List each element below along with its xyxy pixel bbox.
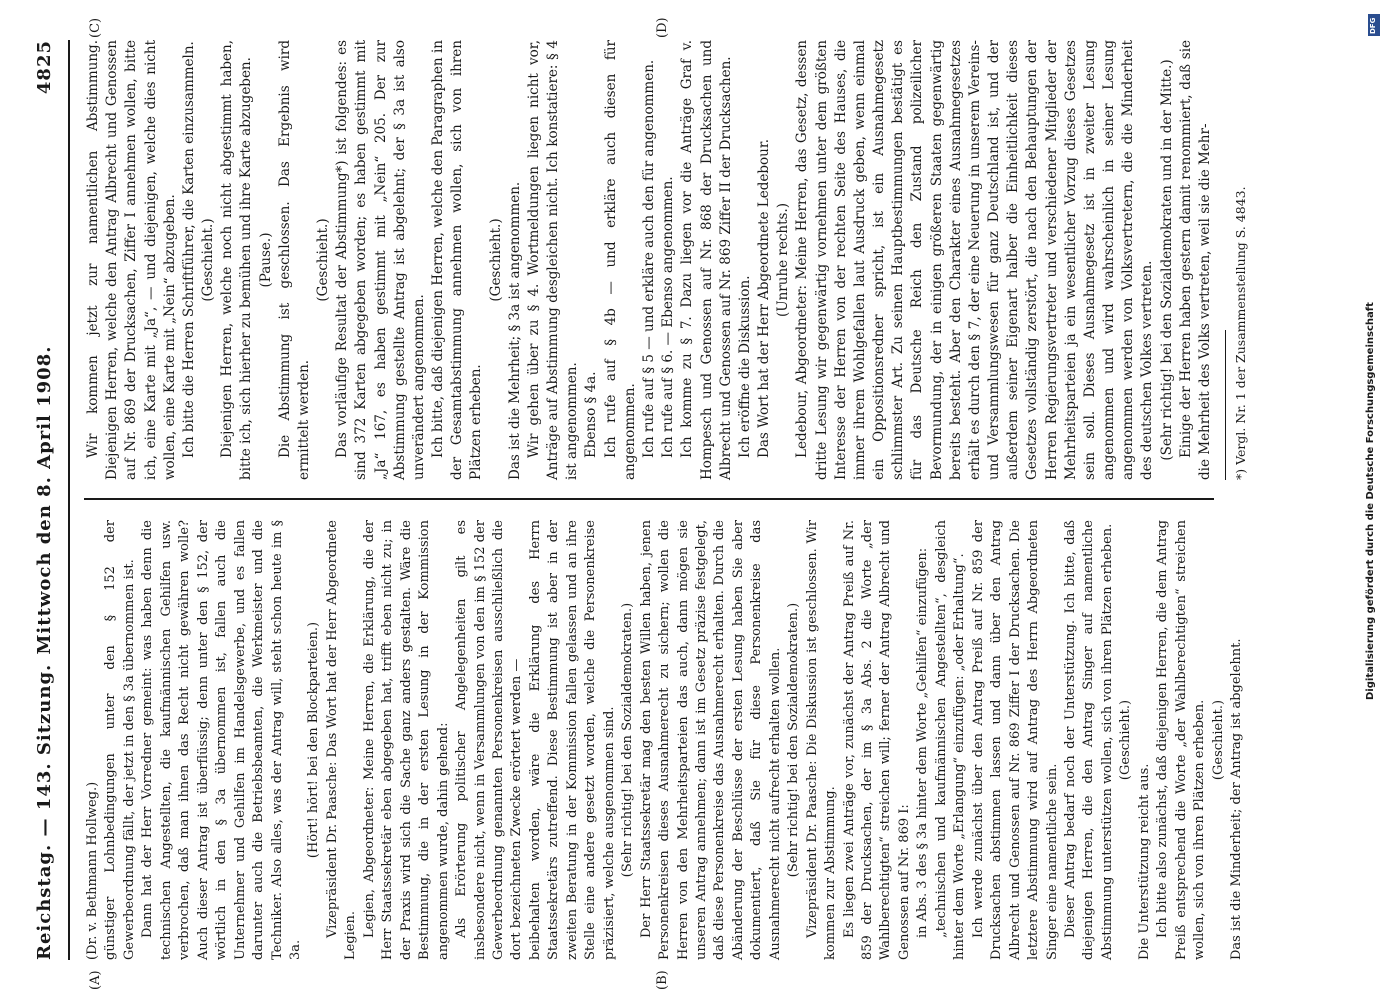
- right-column-paragraph: Ich rufe auf § 6. — Ebenso angenommen.: [660, 176, 677, 458]
- page-header: [28, 40, 70, 960]
- left-column-paragraph: Dieser Antrag bedarf noch der Unterstützung. Ich bitte, daß diejenigen Herren, die den Antrag Singer auf namentliche Abstimmung unterstützen wollen, sich von ihren Plätzen erheben.: [1063, 520, 1115, 960]
- left-column-paragraph: Das ist die Minderheit; der Antrag ist abgelehnt.: [1229, 638, 1245, 960]
- right-column-paragraph: (Unruhe rechts.): [775, 202, 792, 318]
- left-column-paragraph: Die Unterstützung reicht aus.: [1136, 763, 1152, 960]
- left-column: [84, 520, 1247, 960]
- left-column-paragraph: Es liegen zwei Anträge vor, zunächst der Antrag Preiß auf Nr. 859 der Drucksachen, der im § 3a Abs. 2 die Worte „der Wahlberechtigten“ streichen will; ferner der Antrag Albrecht und Genossen auf Nr. 869 I:: [841, 520, 912, 960]
- left-column-paragraph: Vizepräsident Dr. Paasche: Die Diskussion ist geschlossen. Wir kommen zur Abstimmung.: [804, 520, 839, 960]
- right-column-paragraph: (Pause.): [257, 232, 274, 288]
- margin-marker-b: (B): [655, 970, 670, 990]
- right-column-paragraph: (Geschieht.): [200, 218, 217, 302]
- dfg-logo-icon: [1368, 14, 1380, 36]
- left-column-paragraph: Ich werde zunächst über den Antrag Preiß auf Nr. 859 der Drucksachen abstimmen lassen und dann über den Antrag Albrecht und Genossen auf Nr. 869 Ziffer I der Drucksachen. Die letztere Abstimmung wird auf Antrag des Herrn Abgeordneten Singer eine namentliche sein.: [970, 520, 1060, 960]
- page-number: 4825: [34, 40, 55, 95]
- left-column-paragraph: beibehalten worden, wäre die Erklärung des Herrn Staatssekretärs zutreffend. Diese Bestimmung ist aber in der zweiten Beratung in der Kommission fallen gelassen und an ihre Stelle eine andere gesetzt worden, welche die Personenkreise präzisiert, welche ausgenommen sind.: [527, 520, 617, 960]
- right-column-paragraph: Ich bitte, daß diejenigen Herren, welche den Paragraphen in der Gesamtabstimmung annehmen wollen, sich von ihren Plätzen erheben.: [430, 40, 485, 480]
- column-divider: [84, 499, 1214, 501]
- right-column-paragraph: Das ist die Mehrheit; § 3a ist angenommen.: [506, 181, 523, 480]
- right-column-paragraph: Wir gehen über zu § 4. Wortmeldungen liegen nicht vor, Anträge auf Abstimmung desgleichen nicht. Ich konstatiere: § 4 ist angenommen.: [525, 40, 581, 480]
- left-column-paragraph: Als Erörterung politischer Angelegenheiten gilt es insbesondere nicht, wenn in Versammlungen von den im § 152 der Gewerbeordnung genannten Personenkreisen ausschließlich die dort bezeichneten Zwecke erörtert werden —: [454, 520, 525, 960]
- right-column-body: [84, 40, 1215, 480]
- header-date: Mittwoch den 8. April 1908.: [34, 345, 55, 655]
- left-column-paragraph: günstiger Lohnbedingungen unter den § 152 der Gewerbeordnung fällt, der jetzt in den § 3a übernommen ist.: [103, 520, 137, 960]
- left-column-paragraph: Legien, Abgeordneter: Meine Herren, die Erklärung, die der Herr Staatssekretär eben abgegeben hat, trifft eben nicht zu; in der Praxis wird sich die Sache ganz anders gestalten. Wäre die Bestimmung, die in der ersten Lesung in der Kommission angenommen wurde, dahin gehend:: [361, 520, 451, 960]
- credit-text: Digitalisierung gefördert durch die Deutsche Forschungsgemeinschaft: [1365, 302, 1376, 700]
- right-column-paragraph: Ich eröffne die Diskussion.: [736, 275, 753, 458]
- footnote: *) Vergl. Nr. 1 der Zusammenstellung S. 4843.: [1233, 186, 1249, 480]
- left-column-paragraph: (Dr. v. Bethmann Hollweg.): [85, 781, 100, 960]
- right-column-paragraph: Wir kommen jetzt zur namentlichen Abstimmung. Diejenigen Herren, welche den Antrag Albrecht und Genossen auf Nr. 869 der Drucksachen, Ziffer I annehmen wollen, bitte ich, eine Karte mit „Ja“, — und diejenigen, welche dies nicht wollen, eine Karte mit „Nein“ abzugeben.: [85, 40, 178, 480]
- right-column-paragraph: Ich rufe auf § 4b — und erkläre auch diesen für angenommen.: [602, 40, 638, 480]
- right-column-paragraph: (Geschieht.): [315, 218, 332, 302]
- margin-marker-d: (D): [655, 17, 670, 38]
- left-column-paragraph: Vizepräsident Dr. Paasche: Das Wort hat der Herr Abgeordnete Legien.: [324, 520, 359, 960]
- left-column-paragraph: (Geschieht.): [1210, 699, 1226, 781]
- right-column-paragraph: Das vorläufige Resultat der Abstimmung*) ist folgendes: es sind 372 Karten abgegeben worden; es haben gestimmt mit „Ja“ 167, es haben gestimmt mit „Nein“ 205. Der zur Abstimmung gestellte Antrag ist abgelehnt; der § 3a ist also unverändert angenommen.: [334, 40, 427, 480]
- margin-marker-c: (C): [88, 17, 103, 38]
- right-column-paragraph: Einige der Herren haben gestern damit renommiert, daß sie die Mehrheit des Volks vertreten, weil sie die Mehr-: [1177, 40, 1213, 480]
- right-column-paragraph: (Sehr richtig! bei den Sozialdemokraten und in der Mitte.): [1158, 59, 1175, 461]
- right-column-paragraph: Ich rufe auf § 5 — und erkläre auch den für angenommen.: [640, 59, 657, 458]
- right-column: [84, 40, 1249, 480]
- left-column-paragraph: Ich bitte also zunächst, daß diejenigen Herren, die dem Antrag Preiß entsprechend die Worte „der Wahlberechtigten“ streichen wollen, sich von ihren Plätzen erheben.: [1155, 520, 1208, 960]
- footnote-divider: [1225, 330, 1226, 480]
- right-column-paragraph: Ich bitte die Herren Schriftführer, die Karten einzusammeln.: [180, 41, 197, 458]
- header-session: Reichstag. — 143. Sitzung.: [34, 663, 55, 960]
- left-column-paragraph: (Sehr richtig! bei den Sozialdemokraten.): [786, 602, 802, 878]
- right-column-paragraph: Ledebour, Abgeordneter: Meine Herren, das Gesetz, dessen dritte Lesung wir gegenwärtig vornehmen unter dem größten Interesse der Herren von der rechten Seite des Hauses, die immer ihrem Wohlgefallen laut Ausdruck geben, wenn einmal ein Oppositionsredner spricht, ist ein Ausnahmegesetz schlimmster Art. Zu seinen Hauptbestimmungen bestätigt es für das Deutsche Reich den Zustand polizeilicher Bevormundung, der in einigen größeren Staaten gegenwärtig bereits besteht. Aber den Charakter eines Ausnahmegesetzes erhält es durch den § 7, der eine Neuerung in unserem Vereins- und Versammlungswesen für ganz Deutschland ist, und der außerdem seiner Eigenart halber die Einheitlichkeit dieses Gesetzes vollständig zerstört, die nach den Behauptungen der Herren Regierungsvertreter und verschiedener Mitglieder der Mehrheitsparteien ja ein wesentlicher Vorzug dieses Gesetzes sein soll. Dieses Ausnahmegesetz ist in zweiter Lesung angenommen und wird wahrscheinlich in seiner Lesung angenommen werden von Volksvertretern, die die Minderheit des deutschen Volkes vertreten.: [794, 40, 1156, 480]
- right-column-paragraph: Die Abstimmung ist geschlossen. Das Ergebnis wird ermittelt werden.: [276, 40, 312, 480]
- right-column-paragraph: Ich komme zu § 7. Dazu liegen vor die Anträge Graf v. Hompesch und Genossen auf Nr. 868 der Drucksachen und Albrecht und Genossen auf Nr. 869 Ziffer II der Drucksachen.: [679, 40, 734, 480]
- left-column-paragraph: (Hört! hört! bei den Blockparteien.): [306, 621, 322, 859]
- left-column-paragraph: Der Herr Staatssekretär mag den besten Willen haben, jenen Personenkreisen dieses Ausnahmerecht zu sichern; wollen die Herren von den Mehrheitsparteien das auch, dann mögen sie unseren Antrag annehmen; dann ist im Gesetz präzise festgelegt, daß diese Personenkreise das Ausnahmerecht erhalten. Durch die Abänderung der Beschlüsse der ersten Lesung haben Sie aber dokumentiert, daß Sie für diese Personenkreise das Ausnahmerecht nicht aufrecht erhalten wollen.: [638, 520, 783, 960]
- right-column-paragraph: Diejenigen Herren, welche noch nicht abgestimmt haben, bitte ich, sich hierher zu bemühen und ihre Karte abzugeben.: [219, 40, 255, 480]
- right-column-paragraph: (Geschieht.): [487, 218, 504, 302]
- right-column-paragraph: Das Wort hat der Herr Abgeordnete Ledebour.: [756, 138, 773, 458]
- left-column-paragraph: in Abs. 3 des § 3a hinter dem Worte „Gehilfen“ einzufügen:: [915, 547, 931, 938]
- right-column-paragraph: Ebenso § 4a.: [583, 371, 600, 458]
- margin-marker-a: (A): [88, 970, 103, 990]
- dfg-label: DFG: [1369, 17, 1377, 34]
- left-column-paragraph: Dann hat der Herr Vorredner gemeint: was haben denn die technischen Angestellten, die kaufmännischen Gehilfen usw. verbrochen, daß man ihnen das Recht nicht gewähren wolle? Auch dieser Antrag ist überflüssig; denn unter den § 152, der wörtlich in den § 3a übernommen ist, fallen auch die Unternehmer und Gehilfen im Handelsgewerbe, und es fallen darunter auch die Betriebsbeamten, die Werkmeister und die Techniker. Also alles, was der Antrag will, steht schon heute im § 3a.: [140, 520, 303, 960]
- left-column-paragraph: „technischen und kaufmännischen Angestellten“, desgleich hinter dem Worte „Erlangung“ einzufügen: „oder Erhaltung“.: [933, 520, 968, 960]
- left-column-paragraph: (Geschieht.): [1118, 699, 1134, 781]
- digitization-credit: [1365, 40, 1379, 700]
- left-column-paragraph: (Sehr richtig! bei den Sozialdemokraten.): [620, 602, 636, 878]
